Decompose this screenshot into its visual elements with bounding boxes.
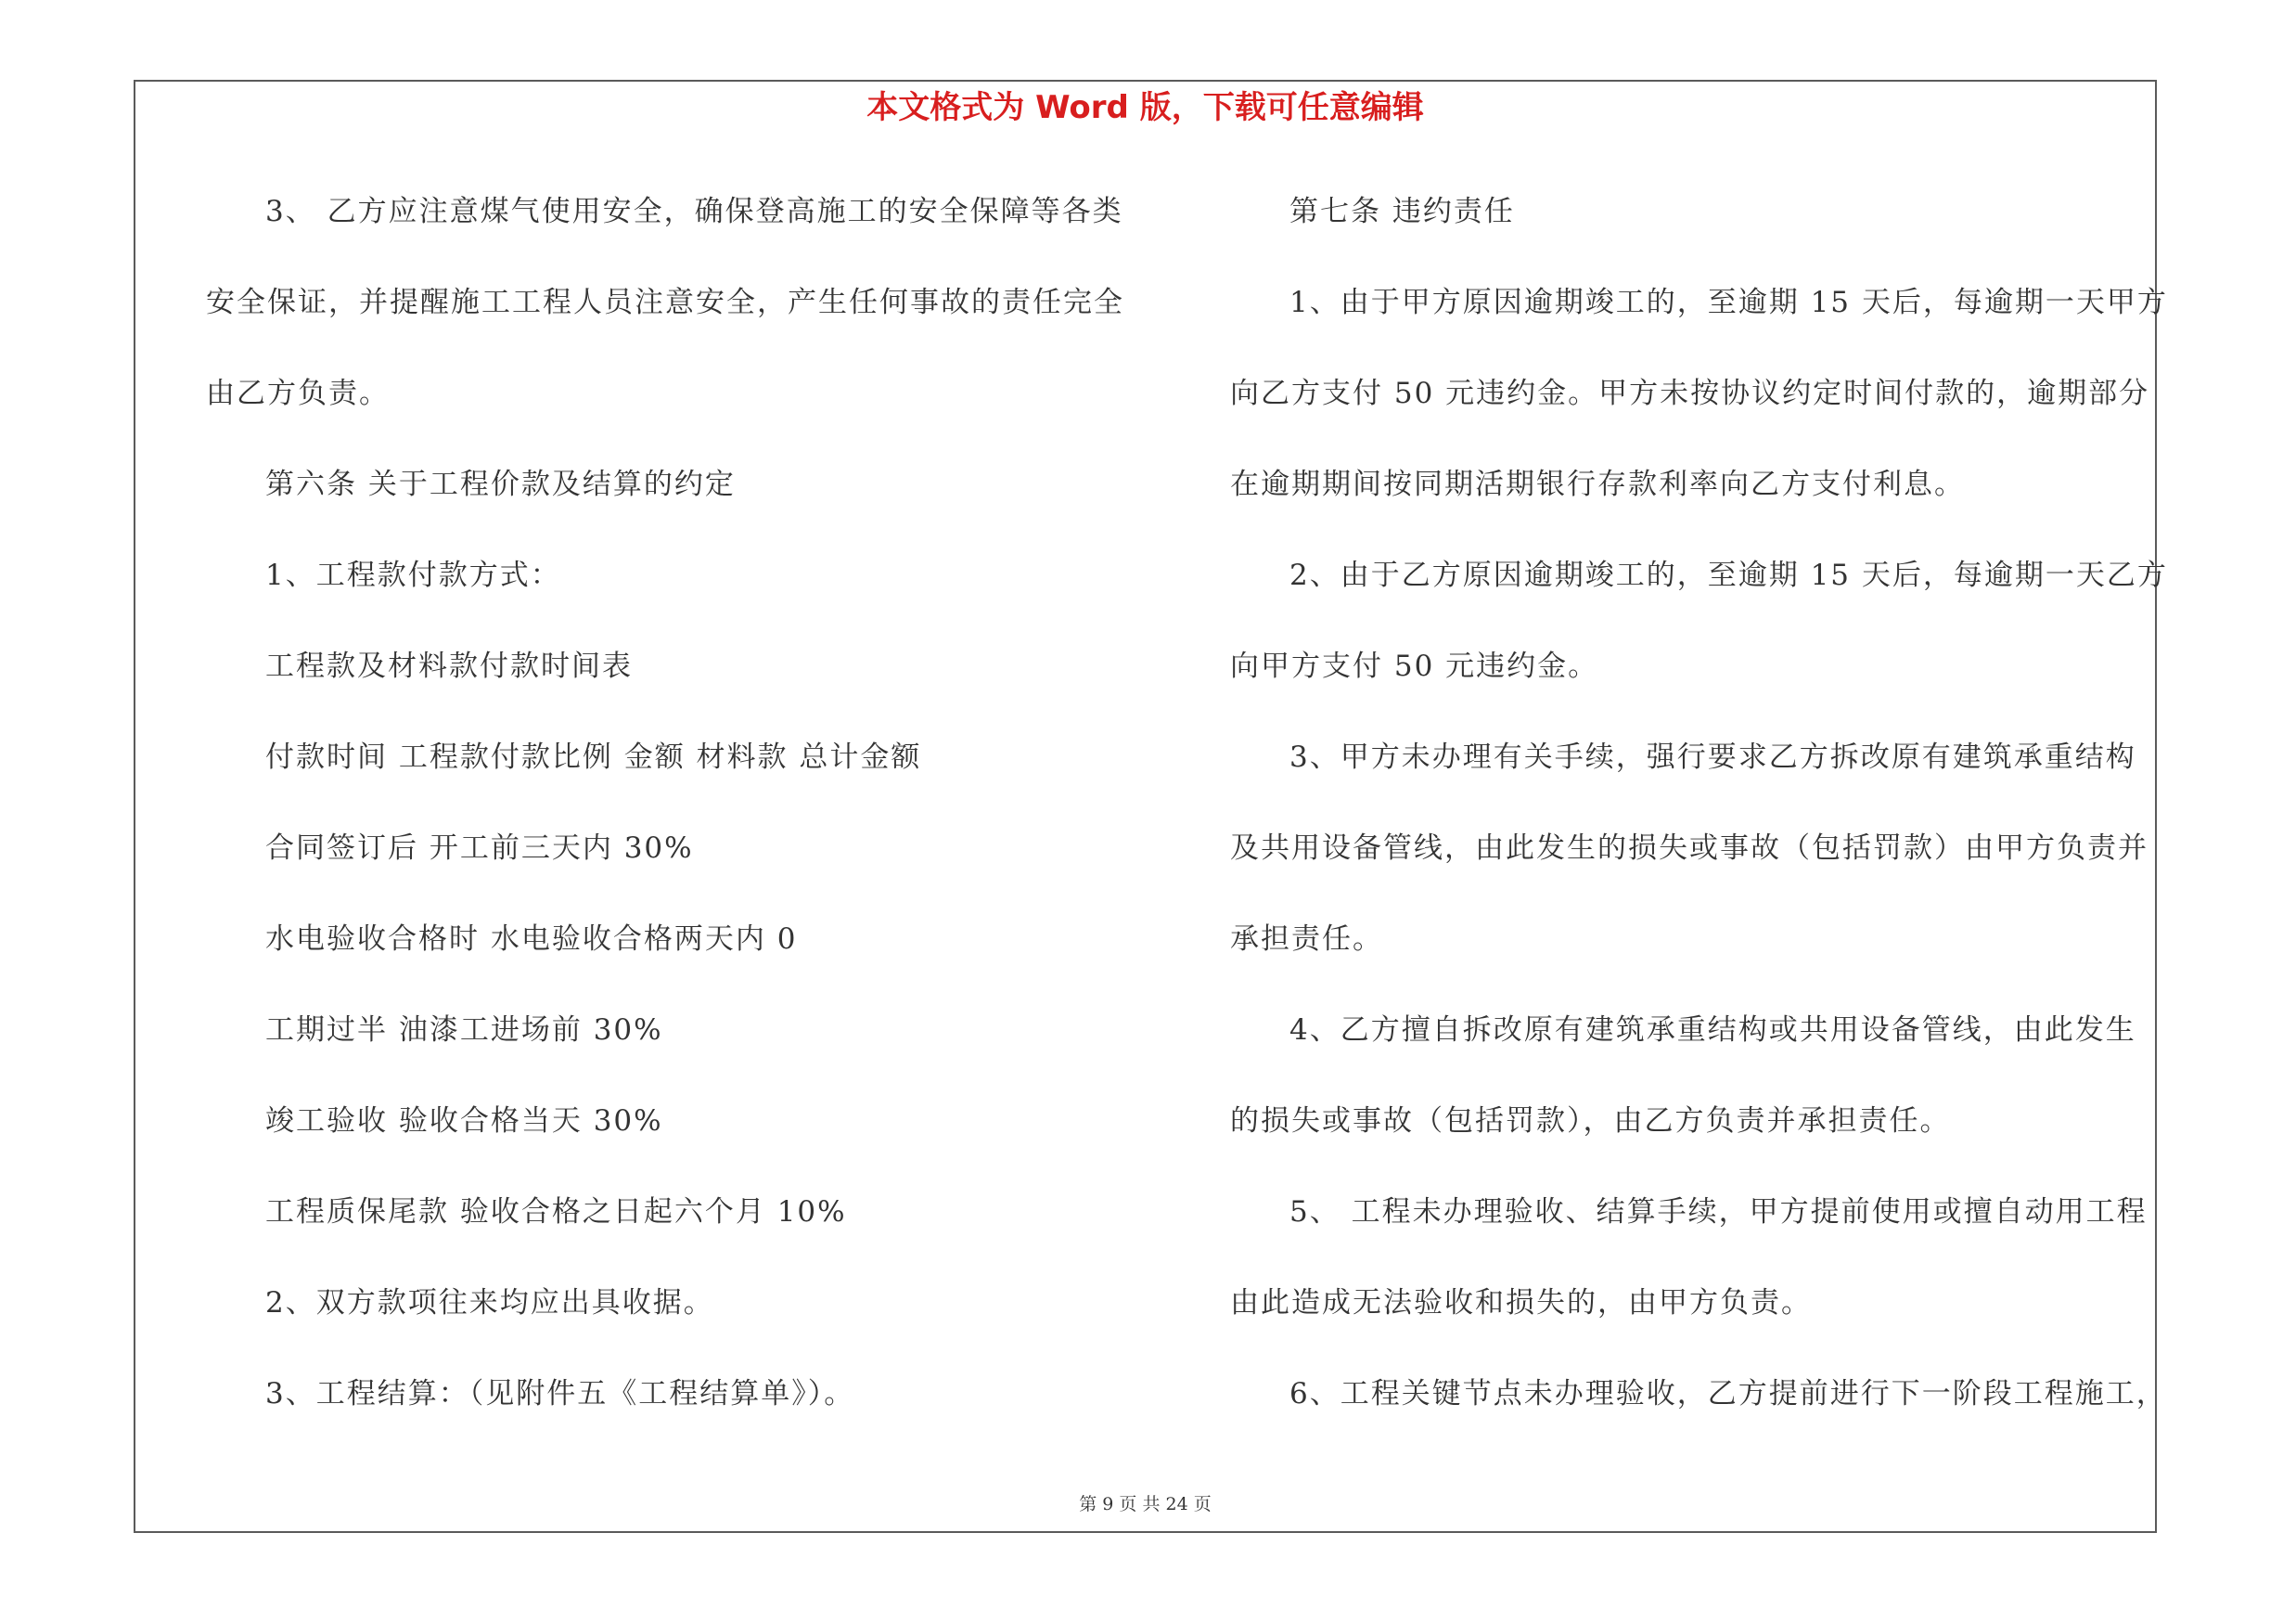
text-line: 承担责任。 <box>1230 922 1383 956</box>
text-line: 安全保证，并提醒施工工程人员注意安全，产生任何事故的责任完全 <box>206 286 1124 319</box>
text-line: 竣工验收 验收合格当天 30% <box>265 1104 663 1138</box>
text-line: 及共用设备管线，由此发生的损失或事故（包括罚款）由甲方负责并 <box>1230 831 2148 865</box>
text-line: 6、工程关键节点未办理验收，乙方提前进行下一阶段工程施工， <box>1289 1377 2167 1410</box>
text-line: 第六条 关于工程价款及结算的约定 <box>265 468 736 501</box>
page-footer: 第 9 页 共 24 页 <box>1079 1494 1212 1514</box>
text-line: 的损失或事故（包括罚款），由乙方负责并承担责任。 <box>1230 1104 1951 1138</box>
text-line: 1、由于甲方原因逾期竣工的，至逾期 15 天后，每逾期一天甲方 <box>1289 286 2168 319</box>
text-line: 合同签订后 开工前三天内 30% <box>265 831 694 865</box>
text-line: 由乙方负责。 <box>206 377 390 410</box>
text-line: 4、乙方擅自拆改原有建筑承重结构或共用设备管线，由此发生 <box>1289 1013 2136 1047</box>
text-line: 第七条 违约责任 <box>1289 195 1515 228</box>
text-line: 付款时间 工程款付款比例 金额 材料款 总计金额 <box>265 741 922 774</box>
text-line: 1、工程款付款方式： <box>265 559 561 592</box>
text-line: 5、 工程未办理验收、结算手续，甲方提前使用或擅自动用工程 <box>1289 1195 2148 1229</box>
left-column <box>206 184 1124 1457</box>
text-line: 由此造成无法验收和损失的，由甲方负责。 <box>1230 1286 1812 1320</box>
text-line: 水电验收合格时 水电验收合格两天内 0 <box>265 922 798 956</box>
format-banner: 本文格式为 Word 版，下载可任意编辑 <box>866 89 1424 126</box>
text-line: 3、工程结算：（见附件五《工程结算单》）。 <box>265 1377 855 1410</box>
right-column <box>1230 184 2168 1457</box>
text-line: 向甲方支付 50 元违约金。 <box>1230 650 1599 683</box>
text-line: 3、 乙方应注意煤气使用安全，确保登高施工的安全保障等各类 <box>265 195 1123 228</box>
text-line: 工程款及材料款付款时间表 <box>265 650 633 683</box>
text-line: 3、甲方未办理有关手续，强行要求乙方拆改原有建筑承重结构 <box>1289 741 2136 774</box>
text-line: 向乙方支付 50 元违约金。甲方未按协议约定时间付款的，逾期部分 <box>1230 377 2150 410</box>
text-line: 2、由于乙方原因逾期竣工的，至逾期 15 天后，每逾期一天乙方 <box>1289 559 2168 592</box>
text-line: 工期过半 油漆工进场前 30% <box>265 1013 663 1047</box>
text-line: 在逾期期间按同期活期银行存款利率向乙方支付利息。 <box>1230 468 1965 501</box>
text-line: 工程质保尾款 验收合格之日起六个月 10% <box>265 1195 847 1229</box>
text-line: 2、双方款项往来均应出具收据。 <box>265 1286 714 1320</box>
